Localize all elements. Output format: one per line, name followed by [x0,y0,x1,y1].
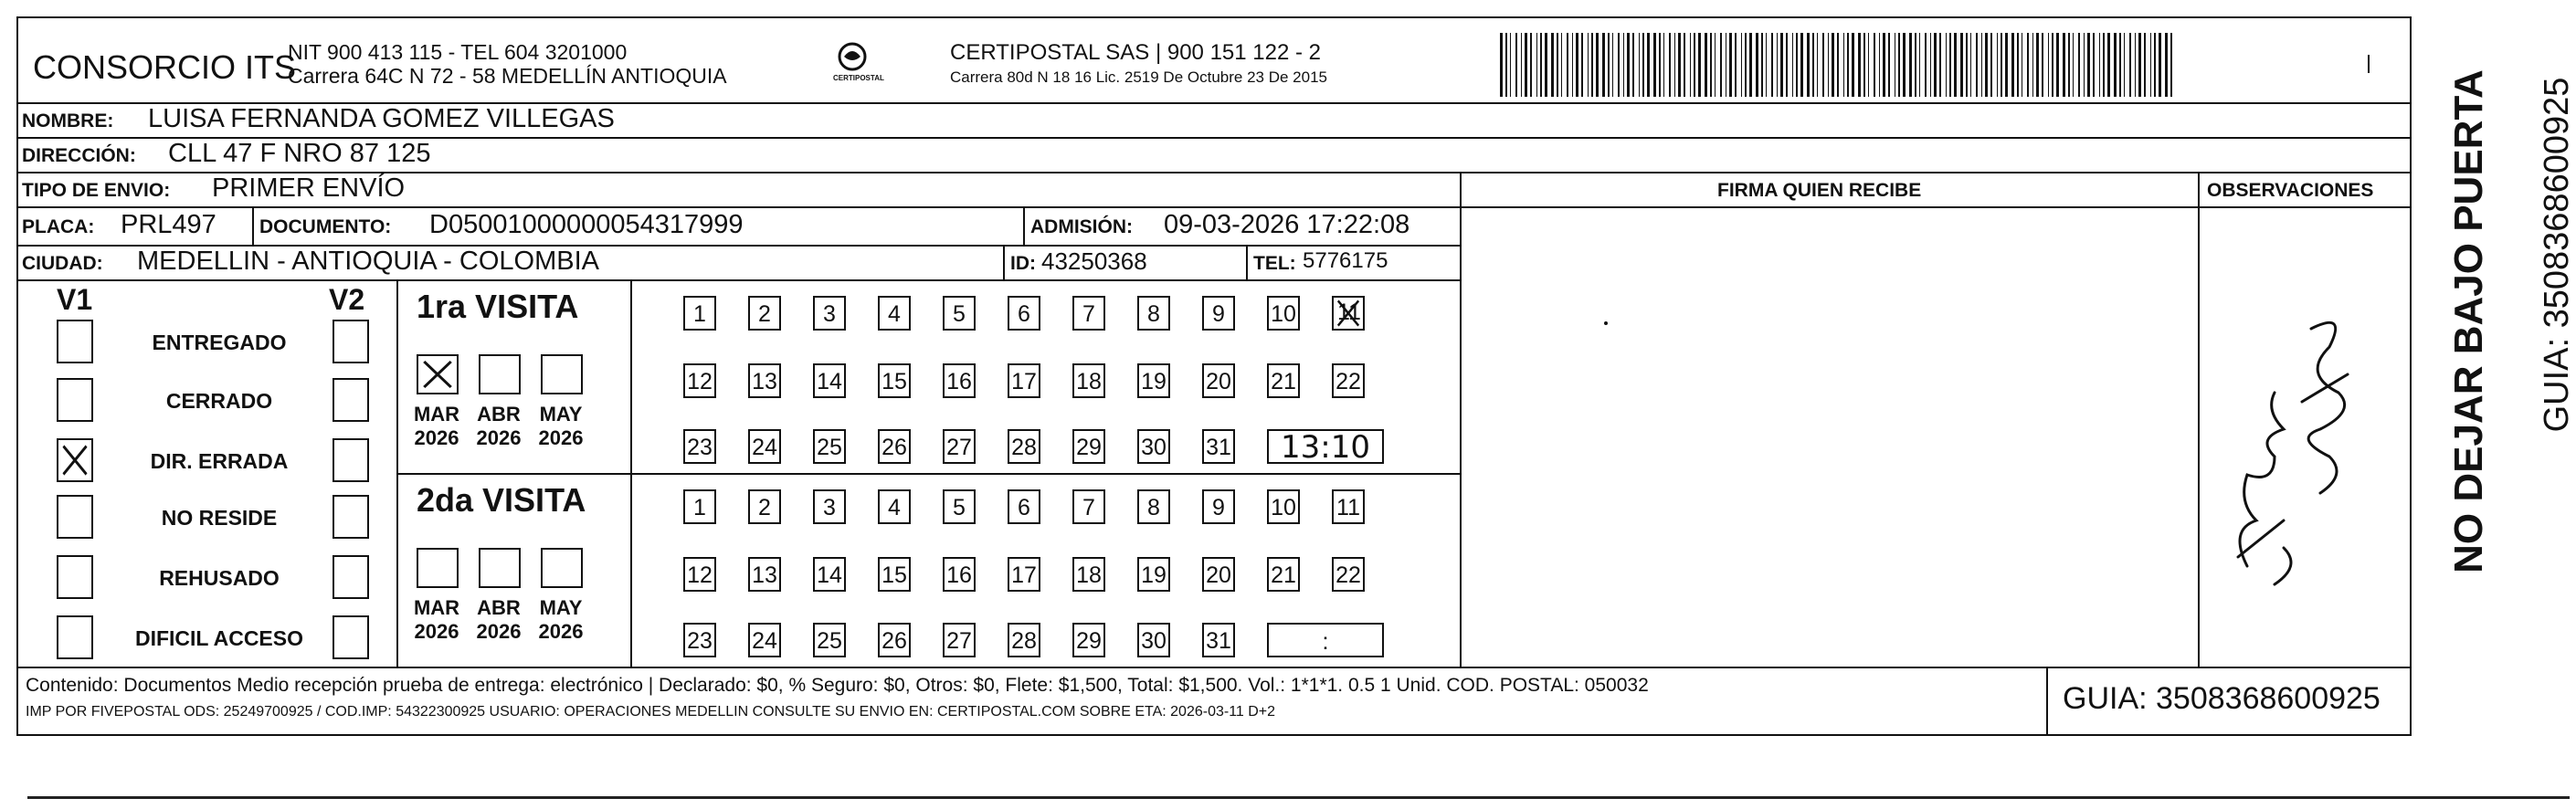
barcode-bar [2135,33,2136,97]
barcode-bar [1874,33,1875,97]
barcode-bar [1909,33,1912,97]
barcode-bar [1858,33,1861,97]
day-box[interactable]: 8 [1137,296,1170,331]
status-option-label: NO RESIDE [161,506,278,530]
barcode-bar [1868,33,1869,97]
barcode-bar [1690,33,1691,97]
observations-header: OBSERVACIONES [2207,180,2374,201]
barcode-bar [1659,33,1661,97]
barcode-bar [1997,33,1998,97]
cell-divider [1023,206,1025,245]
barcode-bar [2159,33,2161,97]
day-box[interactable]: 29 [1072,623,1105,657]
barcode-bar [1521,33,1522,97]
day-box[interactable]: 3 [813,296,846,331]
day-box[interactable]: 7 [1072,296,1105,331]
barcode-bar [2154,33,2156,97]
observations-divider [2198,172,2200,667]
day-box[interactable]: 13 [748,363,781,398]
barcode-bar [2107,33,2110,97]
day-box[interactable]: 9 [1202,489,1235,524]
id-value: 43250368 [1041,247,1147,275]
v2-label: V2 [329,283,365,316]
day-box[interactable]: 12 [683,363,716,398]
month-label: MAR [413,596,460,619]
barcode-bar [2078,33,2080,97]
day-box[interactable]: 14 [813,557,846,592]
barcode-bar [1847,33,1849,97]
city: MEDELLIN - ANTIOQUIA - COLOMBIA [137,247,599,276]
rule [16,667,2412,668]
day-box[interactable]: 19 [1137,557,1170,592]
barcode-bar [2017,33,2019,97]
day-box[interactable]: 22 [1332,363,1365,398]
signature-divider [1460,172,1462,667]
footer-divider [2046,667,2048,736]
barcode-bar [1771,33,1773,97]
barcode-bar [1879,33,1880,97]
barcode-bar [1623,33,1624,97]
certipostal-logo [824,37,881,93]
day-box[interactable]: 18 [1072,363,1105,398]
status-option-label: DIFICIL ACCESO [134,626,303,650]
barcode-bar [1954,33,1957,97]
status-option-label: CERRADO [165,389,273,413]
barcode-bar [1832,33,1834,97]
barcode-bar [2103,33,2105,97]
day-box[interactable]: 6 [1008,296,1040,331]
barcode-bar [1540,33,1542,97]
day-box[interactable]: 30 [1137,623,1170,657]
barcode-bar [1545,33,1547,97]
barcode-bar [1766,33,1767,97]
side-guia: GUIA: 3508368600925 [2538,77,2576,433]
month-label: MAY [539,596,583,619]
barcode-bar [1976,33,1978,97]
year-label: 2026 [414,620,459,643]
day-box[interactable]: 1 [683,489,716,524]
day-box[interactable]: 27 [943,429,976,464]
v1-checkbox[interactable] [57,615,93,659]
v1-checkbox[interactable] [57,438,93,482]
barcode-bar [1698,33,1701,97]
day-box[interactable]: 10 [1267,296,1300,331]
day-box[interactable]: 17 [1008,557,1040,592]
day-box[interactable]: 26 [878,429,911,464]
v1-checkbox[interactable] [57,320,93,363]
rule [16,279,1460,281]
address-label: DIRECCIÓN: [22,145,136,166]
barcode-bar [2011,33,2014,97]
barcode-bar [1837,33,1839,97]
barcode-bar [1525,33,1527,97]
barcode-bar [1684,33,1685,97]
barcode-bar [1596,33,1599,97]
barcode-bar [1777,33,1778,97]
day-box[interactable]: 23 [683,429,716,464]
month-checkbox[interactable] [417,548,459,588]
signature-dot [1604,321,1608,325]
day-box[interactable]: 1 [683,296,716,331]
barcode-bar [2068,33,2070,97]
month-label: MAY [539,403,583,426]
city-label: CIUDAD: [22,253,103,274]
barcode-bar [1581,33,1583,97]
barcode-bar [1653,33,1656,97]
barcode-bar [2114,33,2117,97]
barcode-bar [1888,33,1890,97]
day-box[interactable]: 11 [1332,489,1365,524]
month-checkbox[interactable] [541,548,583,588]
month-checkbox[interactable] [479,354,521,394]
barcode-bar [2087,33,2090,97]
v1-checkbox[interactable] [57,495,93,539]
day-box[interactable]: 31 [1202,429,1235,464]
barcode-bar [1749,33,1752,97]
day-box[interactable]: 24 [748,429,781,464]
barcode-bar [1729,33,1732,97]
status-option-label: REHUSADO [159,566,280,590]
day-box[interactable]: 28 [1008,429,1040,464]
barcode-bar [2119,33,2121,97]
day-box[interactable]: 2 [748,489,781,524]
barcode-bar [1934,33,1937,97]
barcode-bar [1536,33,1537,97]
day-box[interactable]: 28 [1008,623,1040,657]
barcode-bar [1678,33,1681,97]
v2-checkbox[interactable] [333,495,369,539]
day-box[interactable]: 15 [878,363,911,398]
barcode-bar [1567,33,1568,97]
month-checkbox[interactable] [541,354,583,394]
barcode-bar [1608,33,1610,97]
day-box[interactable]: 19 [1137,363,1170,398]
month-label: ABR [477,403,521,426]
barcode-bar [2042,33,2043,97]
year-label: 2026 [414,426,459,449]
day-box[interactable]: 7 [1072,489,1105,524]
barcode-bar [1843,33,1844,97]
day-box[interactable]: 23 [683,623,716,657]
id-label: ID: [1010,253,1036,274]
barcode-bar [1602,33,1605,97]
status-option-label: DIR. ERRADA [150,449,289,473]
day-box[interactable]: 13 [748,557,781,592]
barcode-bar [1674,33,1675,97]
barcode-bar [2052,33,2053,97]
year-label: 2026 [538,426,584,449]
barcode-bar [1632,33,1634,97]
admission-label: ADMISIÓN: [1030,216,1133,237]
header-tick [2368,55,2370,73]
day-box[interactable]: 5 [943,489,976,524]
day-box[interactable]: 15 [878,557,911,592]
day-box[interactable]: 16 [943,557,976,592]
barcode-bar [1669,33,1671,97]
company-address: Carrera 64C N 72 - 58 MEDELLÍN ANTIOQUIA [288,64,727,88]
barcode-bar [2005,33,2008,97]
barcode-bar [1800,33,1803,97]
time-box[interactable]: 13:10 [1267,429,1384,464]
barcode-bar [2138,33,2141,97]
day-box[interactable]: 20 [1202,363,1235,398]
document-label: DOCUMENTO: [259,216,392,237]
barcode-bar [1530,33,1532,97]
day-box[interactable]: 25 [813,623,846,657]
barcode-bar [1981,33,1982,97]
barcode-bar [2099,33,2100,97]
barcode-bar [2084,33,2085,97]
barcode-bar [1557,33,1558,97]
barcode-bar [1949,33,1951,97]
v1-label: V1 [57,283,93,316]
barcode-bar [1515,33,1517,97]
side-notice-wrapper [2419,27,2576,657]
courier-name: CERTIPOSTAL SAS | 900 151 122 - 2 [950,40,1321,65]
status-option-label: ENTREGADO [152,331,287,354]
barcode-bar [1780,33,1783,97]
barcode-bar [1715,33,1716,97]
day-box[interactable]: 5 [943,296,976,331]
observations-handwriting [2220,292,2366,603]
barcode-bar [1745,33,1747,97]
day-box[interactable]: 21 [1267,557,1300,592]
barcode-bar [2036,33,2039,97]
v2-checkbox[interactable] [333,555,369,599]
barcode-bar [2150,33,2151,97]
barcode-bar [1960,33,1963,97]
barcode-bar [2063,33,2065,97]
barcode-bar [1576,33,1578,97]
barcode-bar [1618,33,1620,97]
day-box[interactable]: 20 [1202,557,1235,592]
day-box[interactable]: 24 [748,623,781,657]
barcode-bar [2032,33,2033,97]
day-box[interactable]: 8 [1137,489,1170,524]
barcode-bar [1817,33,1818,97]
visit-title: 1ra VISITA [417,288,579,325]
barcode-bar [1863,33,1865,97]
visit-title: 2da VISITA [417,481,586,519]
barcode [1500,33,2176,97]
barcode-bar [1627,33,1630,97]
barcode-bar [1591,33,1593,97]
day-box[interactable]: 4 [878,296,911,331]
barcode-bar [1551,33,1554,97]
barcode-bar [1663,33,1664,97]
barcode-bar [1720,33,1722,97]
day-box[interactable]: 16 [943,363,976,398]
barcode-bar [1741,33,1742,97]
barcode-bar [1786,33,1788,97]
day-box[interactable]: 31 [1202,623,1235,657]
cell-divider [1246,245,1248,279]
barcode-bar [1903,33,1906,97]
recipient-name: LUISA FERNANDA GOMEZ VILLEGAS [148,104,615,133]
barcode-bar [1807,33,1810,97]
barcode-bar [1898,33,1900,97]
barcode-bar [1985,33,1988,97]
barcode-bar [1919,33,1920,97]
year-label: 2026 [476,620,522,643]
recipient-address: CLL 47 F NRO 87 125 [168,139,431,168]
day-box[interactable]: 27 [943,623,976,657]
barcode-bar [1588,33,1589,97]
month-label: MAR [413,403,460,426]
barcode-bar [1642,33,1644,97]
barcode-bar [1925,33,1927,97]
barcode-bar [1970,33,1971,97]
footer-contents: Contenido: Documentos Medio recepción prueba de entrega: electrónico | Declarado: $0, % Seguro: $0, Otros: $0, Flete: $1,500, Total: $1,500. Vol.: 1*1*1. 0.5 1 Unid. COD. POSTAL: 050032 [26,675,1649,696]
barcode-bar [1735,33,1737,97]
barcode-bar [1510,33,1511,97]
barcode-bar [1828,33,1829,97]
barcode-bar [2170,33,2172,97]
day-box[interactable]: 4 [878,489,911,524]
day-box[interactable]: 6 [1008,489,1040,524]
barcode-bar [1990,33,1992,97]
barcode-bar [2124,33,2125,97]
company-name: CONSORCIO ITS [33,48,297,86]
day-box[interactable]: 29 [1072,429,1105,464]
barcode-bar [1612,33,1613,97]
courier-address: Carrera 80d N 18 16 Lic. 2519 De Octubre 23 De 2015 [950,68,1327,86]
day-box[interactable]: 21 [1267,363,1300,398]
barcode-bar [2144,33,2146,97]
year-label: 2026 [476,426,522,449]
day-box[interactable]: 30 [1137,429,1170,464]
document-number: D05001000000054317999 [429,210,744,239]
barcode-bar [1939,33,1941,97]
v1-checkbox[interactable] [57,555,93,599]
v2-checkbox[interactable] [333,438,369,482]
day-box[interactable]: 3 [813,489,846,524]
day-box[interactable]: 18 [1072,557,1105,592]
cell-divider [1003,245,1005,279]
barcode-bar [1915,33,1916,97]
bottom-rule [27,796,2570,799]
day-box[interactable]: 25 [813,429,846,464]
day-box[interactable]: 12 [683,557,716,592]
barcode-bar [2093,33,2095,97]
v2-checkbox[interactable] [333,320,369,363]
day-box[interactable]: 2 [748,296,781,331]
day-box[interactable]: 10 [1267,489,1300,524]
v1-checkbox[interactable] [57,378,93,422]
barcode-bar [1761,33,1763,97]
ship-type: PRIMER ENVÍO [212,173,406,203]
barcode-bar [1966,33,1968,97]
day-number: 11 [1337,299,1361,325]
barcode-bar [1946,33,1947,97]
month-checkbox[interactable] [417,354,459,394]
barcode-bar [1505,33,1507,97]
barcode-bar [2056,33,2059,97]
footer-guia: GUIA: 3508368600925 [2063,681,2381,716]
barcode-bar [1561,33,1562,97]
barcode-bar [2048,33,2049,97]
day-box[interactable]: 17 [1008,363,1040,398]
tel-label: TEL: [1253,253,1296,274]
barcode-bar [1705,33,1707,97]
footer-imp: IMP POR FIVEPOSTAL ODS: 25249700925 / COD.IMP: 54322300925 USUARIO: OPERACIONES MEDELLIN CONSULTE SU ENVIO EN: CERTIPOSTAL.COM SOBRE ETA: 2026-03-11 D+2 [26,704,1276,720]
barcode-bar [2073,33,2074,97]
barcode-bar [1812,33,1814,97]
v2-checkbox[interactable] [333,615,369,659]
barcode-bar [1852,33,1854,97]
day-box[interactable]: 14 [813,363,846,398]
barcode-bar [1639,33,1640,97]
company-nit: NIT 900 413 115 - TEL 604 3201000 [288,40,628,64]
time-box[interactable]: : [1267,623,1384,657]
rule [16,206,2412,208]
barcode-bar [1883,33,1885,97]
admission-date: 09-03-2026 17:22:08 [1164,210,1410,239]
day-box[interactable]: 26 [878,623,911,657]
barcode-bar [1756,33,1758,97]
plate: PRL497 [121,210,216,239]
barcode-bar [1792,33,1793,97]
logo-caption: CERTIPOSTAL [833,74,884,82]
barcode-bar [1930,33,1931,97]
barcode-bar [2129,33,2131,97]
barcode-bar [2165,33,2168,97]
year-label: 2026 [538,620,584,643]
tel-value: 5776175 [1303,248,1388,273]
calendar-divider [630,279,632,667]
month-label: ABR [477,596,521,619]
barcode-bar [1694,33,1695,97]
barcode-bar [2001,33,2002,97]
day-box[interactable]: 9 [1202,296,1235,331]
day-box[interactable]: 22 [1332,557,1365,592]
barcode-bar [1572,33,1573,97]
barcode-bar [1710,33,1712,97]
v2-checkbox[interactable] [333,378,369,422]
plate-label: PLACA: [22,216,95,237]
barcode-bar [1822,33,1824,97]
barcode-bar [1796,33,1798,97]
signature-header: FIRMA QUIEN RECIBE [1717,180,1922,201]
side-notice: NO DEJAR BAJO PUERTA [2446,69,2491,573]
barcode-bar [1500,33,1503,97]
cell-divider [252,206,254,245]
barcode-bar [1647,33,1650,97]
ship-type-label: TIPO DE ENVIO: [22,180,171,201]
month-checkbox[interactable] [479,548,521,588]
visit-divider [396,473,1460,475]
name-label: NOMBRE: [22,110,114,131]
barcode-bar [2027,33,2029,97]
